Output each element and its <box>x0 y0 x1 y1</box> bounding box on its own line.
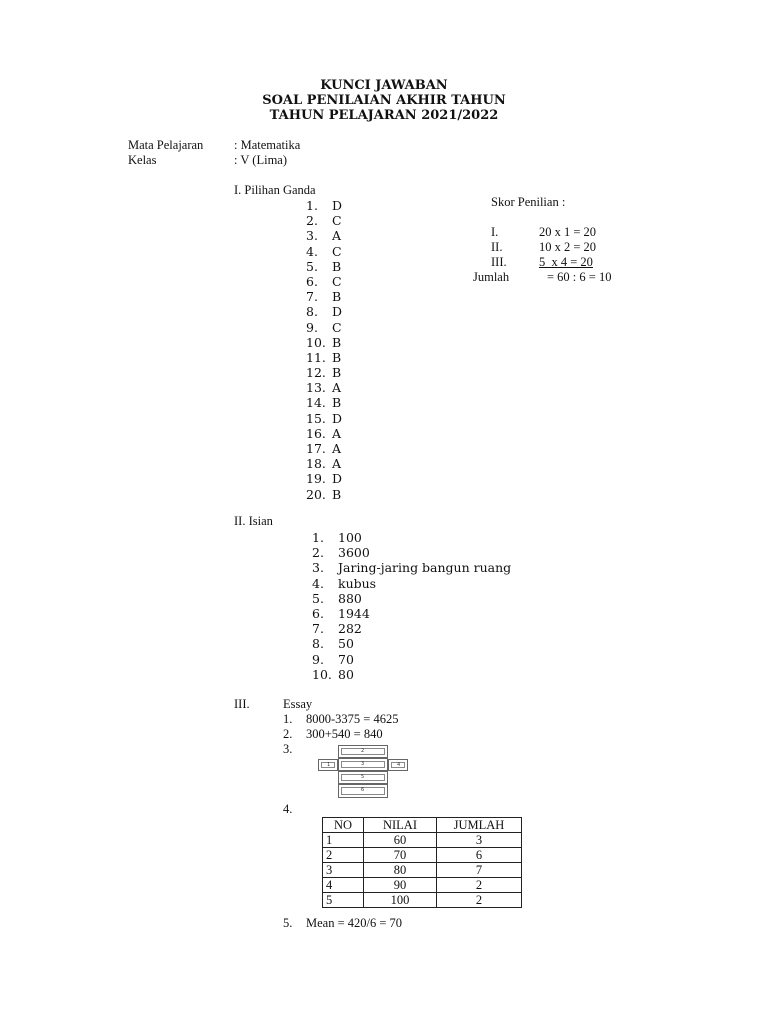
essay-q5-number: 5. <box>283 916 293 930</box>
scoring-title: Skor Penilian : <box>491 195 566 209</box>
frequency-table <box>322 817 522 908</box>
answer-value: C <box>332 273 342 289</box>
answer-value: 70 <box>338 651 354 667</box>
answer-number: 1. <box>306 198 318 213</box>
answer-number: 16. <box>306 425 326 441</box>
scoring-formula-3: 5 x 4 = 20 <box>539 255 593 269</box>
list-item <box>306 304 342 319</box>
list-item <box>306 213 342 228</box>
table-cell-nilai: 90 <box>364 878 437 893</box>
net-face-label: 1 <box>327 762 331 768</box>
answer-value: C <box>332 243 342 259</box>
answer-value: B <box>332 334 342 350</box>
answer-value: D <box>332 410 343 426</box>
list-item <box>312 621 511 636</box>
scoring-total-value: = 60 : 6 = 10 <box>547 270 612 284</box>
answer-number: 7. <box>312 621 324 637</box>
class-label: Kelas <box>128 153 157 167</box>
class-value: : V (Lima) <box>234 153 288 167</box>
answer-number: 5. <box>306 258 318 274</box>
list-item <box>306 335 342 350</box>
column-header-jumlah: JUMLAH <box>437 818 522 833</box>
answer-value: 880 <box>338 590 362 606</box>
answer-value: B <box>332 365 342 381</box>
section2-answer-list <box>312 530 511 682</box>
answer-number: 14. <box>306 395 326 411</box>
scoring-formula-2: 10 x 2 = 20 <box>539 240 597 254</box>
list-item <box>306 228 342 243</box>
list-item <box>312 667 511 682</box>
answer-value: B <box>332 486 342 502</box>
answer-number: 8. <box>312 636 324 652</box>
list-item <box>306 456 342 471</box>
table-cell-jumlah: 2 <box>437 878 522 893</box>
list-item <box>312 530 511 545</box>
net-face-1 <box>318 759 338 771</box>
answer-value: C <box>332 319 342 335</box>
scoring-label-3: III. <box>491 255 507 269</box>
net-face-3 <box>338 758 388 771</box>
table-cell-jumlah: 6 <box>437 848 522 863</box>
answer-number: 15. <box>306 410 326 426</box>
essay-q5-answer: Mean = 420/6 = 70 <box>306 916 403 930</box>
section3-label: III. <box>234 697 250 711</box>
list-item <box>312 652 511 667</box>
answer-number: 7. <box>306 289 318 305</box>
section1-title: I. Pilihan Ganda <box>234 183 316 197</box>
list-item <box>306 380 342 395</box>
list-item <box>306 259 342 274</box>
answer-number: 9. <box>306 319 318 335</box>
answer-number: 6. <box>306 273 318 289</box>
list-item <box>306 395 342 410</box>
list-item <box>306 471 342 486</box>
essay-q1-answer: 8000-3375 = 4625 <box>306 712 399 726</box>
answer-number: 4. <box>312 575 324 591</box>
answer-value: 50 <box>338 636 354 652</box>
answer-value: A <box>332 380 342 396</box>
essay-q1-number: 1. <box>283 712 293 726</box>
list-item <box>306 289 342 304</box>
net-face-label: 2 <box>361 748 365 754</box>
list-item <box>306 365 342 380</box>
net-face-label: 5 <box>361 774 365 780</box>
table-cell-no: 1 <box>323 833 364 848</box>
list-item <box>306 320 342 335</box>
essay-q4-number: 4. <box>283 802 293 816</box>
table-row <box>323 863 522 878</box>
answer-number: 13. <box>306 380 326 396</box>
answer-number: 18. <box>306 456 326 472</box>
answer-value: 100 <box>338 530 362 545</box>
list-item <box>306 487 342 502</box>
answer-value: A <box>332 228 342 244</box>
answer-number: 1. <box>312 530 324 545</box>
answer-value: A <box>332 441 342 456</box>
list-item <box>306 350 342 365</box>
essay-q3-number: 3. <box>283 742 293 756</box>
answer-number: 3. <box>312 560 324 576</box>
list-item <box>306 426 342 441</box>
scoring-formula-1: 20 x 1 = 20 <box>539 225 597 239</box>
list-item <box>306 411 342 426</box>
table-cell-no: 5 <box>323 893 364 908</box>
doc-title-line3: TAHUN PELAJARAN 2021/2022 <box>269 108 499 123</box>
answer-value: D <box>332 304 343 320</box>
table-cell-no: 3 <box>323 863 364 878</box>
net-face-label: 4 <box>397 762 401 768</box>
answer-value: Jaring-jaring bangun ruang <box>338 560 512 576</box>
answer-value: C <box>332 213 342 229</box>
doc-title-line2: SOAL PENILAIAN AKHIR TAHUN <box>262 93 506 108</box>
column-header-nilai: NILAI <box>364 818 437 833</box>
table-row <box>323 878 522 893</box>
answer-number: 2. <box>306 213 318 229</box>
answer-value: kubus <box>338 575 377 591</box>
answer-value: B <box>332 258 342 274</box>
section3-title: Essay <box>283 697 313 711</box>
answer-number: 2. <box>312 545 324 561</box>
net-face-2 <box>338 745 388 758</box>
table-row <box>323 833 522 848</box>
answer-number: 10. <box>312 666 332 682</box>
net-face-6 <box>338 784 388 798</box>
subject-value: : Matematika <box>234 138 301 152</box>
scoring-label-1: I. <box>491 225 499 239</box>
list-item <box>312 606 511 621</box>
answer-number: 9. <box>312 651 324 667</box>
answer-value: A <box>332 456 342 472</box>
list-item <box>312 560 511 575</box>
table-row <box>323 848 522 863</box>
answer-number: 19. <box>306 471 326 487</box>
table-cell-jumlah: 3 <box>437 833 522 848</box>
list-item <box>306 441 342 456</box>
answer-number: 10. <box>306 334 326 350</box>
answer-value: B <box>332 395 342 411</box>
essay-q2-number: 2. <box>283 727 293 741</box>
table-header-row <box>323 818 522 833</box>
table-cell-jumlah: 2 <box>437 893 522 908</box>
table-cell-no: 2 <box>323 848 364 863</box>
table-cell-nilai: 60 <box>364 833 437 848</box>
answer-number: 12. <box>306 365 326 381</box>
table-cell-nilai: 70 <box>364 848 437 863</box>
section2-title: II. Isian <box>234 514 273 528</box>
answer-number: 20. <box>306 486 326 502</box>
subject-label: Mata Pelajaran <box>128 138 204 152</box>
scoring-total-label: Jumlah <box>473 270 510 284</box>
answer-number: 6. <box>312 605 324 621</box>
table-cell-nilai: 80 <box>364 863 437 878</box>
table-cell-jumlah: 7 <box>437 863 522 878</box>
net-face-label: 6 <box>361 787 365 793</box>
list-item <box>312 591 511 606</box>
answer-value: 282 <box>338 621 362 637</box>
answer-value: A <box>332 425 342 441</box>
answer-value: 1944 <box>338 605 370 621</box>
essay-q2-answer: 300+540 = 840 <box>306 727 383 741</box>
column-header-no: NO <box>323 818 364 833</box>
table-cell-nilai: 100 <box>364 893 437 908</box>
answer-number: 11. <box>306 349 326 365</box>
doc-title-line1: KUNCI JAWABAN <box>320 78 448 93</box>
list-item <box>306 198 342 213</box>
answer-number: 17. <box>306 441 326 456</box>
cube-net-diagram <box>318 745 406 799</box>
answer-value: 80 <box>338 666 354 682</box>
list-item <box>312 636 511 651</box>
list-item <box>312 545 511 560</box>
net-face-5 <box>338 771 388 784</box>
answer-value: D <box>332 198 343 213</box>
table-row <box>323 893 522 908</box>
section1-answer-list <box>306 198 342 502</box>
answer-value: 3600 <box>338 545 370 561</box>
answer-value: B <box>332 289 342 305</box>
list-item <box>306 244 342 259</box>
net-face-label: 3 <box>361 761 365 767</box>
table-cell-no: 4 <box>323 878 364 893</box>
answer-number: 8. <box>306 304 318 320</box>
answer-number: 4. <box>306 243 318 259</box>
answer-value: D <box>332 471 343 487</box>
list-item <box>306 274 342 289</box>
list-item <box>312 576 511 591</box>
net-face-4 <box>388 759 408 771</box>
answer-value: B <box>332 349 342 365</box>
answer-number: 3. <box>306 228 318 244</box>
scoring-label-2: II. <box>491 240 503 254</box>
answer-number: 5. <box>312 590 324 606</box>
